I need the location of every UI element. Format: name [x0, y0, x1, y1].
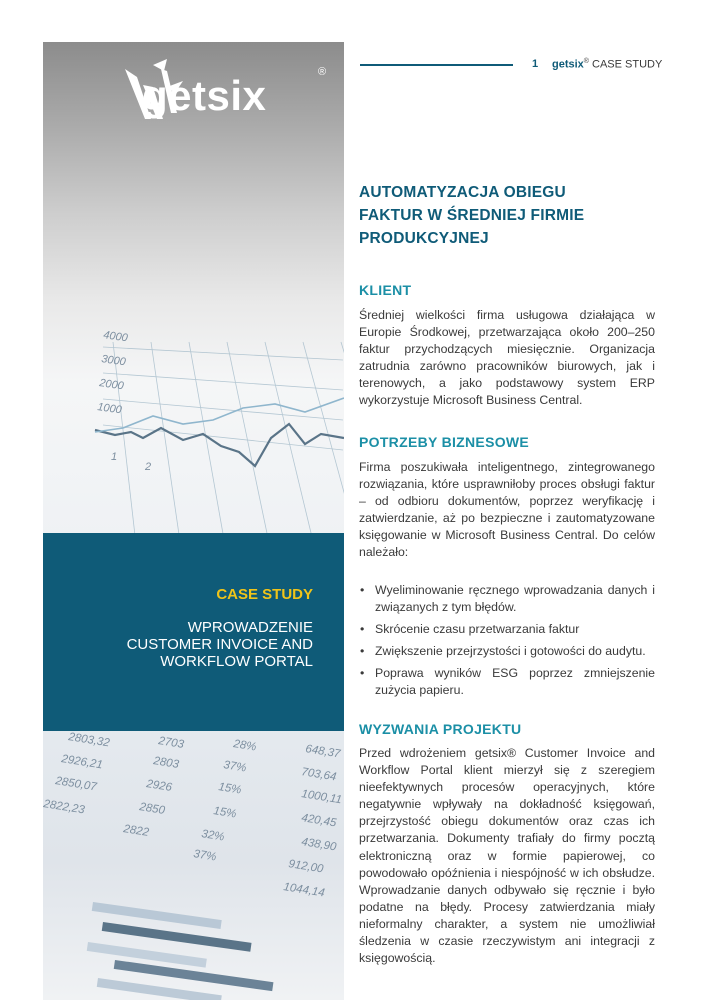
- logo-registered-mark: ®: [318, 66, 327, 78]
- table-figure: 2926,21: [60, 753, 104, 772]
- section-heading-potrzeby: POTRZEBY BIZNESOWE: [359, 434, 530, 450]
- list-item: • Skrócenie czasu przetwarzania faktur: [359, 621, 655, 638]
- section-heading-klient: KLIENT: [359, 282, 412, 298]
- table-figure: 648,37: [304, 743, 342, 761]
- goals-list: [359, 582, 655, 705]
- grid-line: [303, 342, 344, 562]
- list-item: • Wyeliminowanie ręcznego wprowadzania danych i związanych z tym błędów.: [359, 582, 655, 616]
- header-reg-mark: ®: [583, 58, 589, 65]
- grid-line: [227, 342, 273, 562]
- title-line: FAKTUR W ŚREDNIEJ FIRMIE: [359, 207, 585, 224]
- axis-tick-label: 1000: [96, 401, 123, 417]
- axis-tick-label: 3000: [100, 353, 127, 369]
- table-figure: 420,45: [300, 812, 338, 830]
- page-title: [359, 181, 659, 250]
- grid-line: [341, 342, 344, 562]
- table-figure: 2926: [145, 778, 173, 794]
- cover-image-panel: [43, 42, 344, 1000]
- table-figure: 2803,32: [67, 731, 111, 750]
- header-brand: [552, 58, 662, 71]
- list-item: • Poprawa wyników ESG poprzez zmniejszenie zużycia papieru.: [359, 665, 655, 699]
- case-study-box: [43, 533, 344, 731]
- table-figure: 15%: [217, 781, 243, 797]
- axis-tick-label: 4000: [102, 329, 129, 345]
- table-figure: 37%: [222, 759, 248, 775]
- grid-line: [265, 342, 318, 562]
- section-text-wyzwania: Przed wdrożeniem getsix® Customer Invoice and Workflow Portal klient mierzył się z szeregiem nieefektywnych procesów operacyjnych, które negatywnie wpływały na dokładność księgowań, przejrzystość obiegu dokumentów oraz czas ich przetwarzania. Dokumenty trafiały do firmy pocztą elektroniczną oraz w formie papierowej, co powodowało opóźnienia i niespójność w ich obsłudze. Wprowadzanie danych odbywało się ręcznie i było podatne na błędy. Procesy zatwierdzania miały nieformalny charakter, a system nie umożliwiał śledzenia w czasie rzeczywistym ani integracji z księgowością.: [359, 746, 655, 966]
- axis-tick-label: 1: [111, 451, 118, 463]
- table-figure: 1044,14: [282, 881, 326, 900]
- case-study-title-line: CUSTOMER INVOICE AND: [126, 636, 313, 653]
- table-figure: 703,64: [300, 766, 338, 784]
- table-figure: 32%: [200, 828, 226, 844]
- case-study-title-line: WORKFLOW PORTAL: [160, 653, 313, 670]
- axis-tick-label: 2000: [98, 377, 125, 393]
- table-figure: 2850: [138, 801, 166, 817]
- table-figure: 2850,07: [54, 775, 98, 794]
- table-figure: 912,00: [287, 858, 325, 876]
- table-figure: 2822: [122, 823, 150, 839]
- logo-wordmark: getsix: [142, 72, 267, 119]
- table-figure: 28%: [232, 738, 258, 754]
- list-item: • Zwiększenie przejrzystości i gotowości do audytu.: [359, 643, 655, 660]
- grid-line: [151, 342, 183, 562]
- header-rule: [360, 64, 513, 66]
- table-figure: 2822,23: [43, 798, 86, 817]
- title-line: PRODUKCYJNEJ: [359, 230, 489, 247]
- section-text-klient: Średniej wielkości firma usługowa działająca w Europie Środkowej, przetwarzająca około 200–250 faktur przychodzących miesięcznie. Organizacja zatrudnia zarówno pracowników biurowych, jak i terenowych, a jako podstawowy system ERP wykorzystuje Microsoft Business Central.: [359, 308, 655, 408]
- grid-line: [103, 347, 343, 360]
- table-figure: 1000,11: [300, 788, 343, 807]
- page-number: 1: [532, 58, 539, 70]
- section-text-potrzeby: Firma poszukiwała inteligentnego, zintegrowanego rozwiązania, które usprawniłoby proces obsługi faktur – od odbioru dokumentów, poprzez weryfikację i zatwierdzanie, aż po bezpieczne i zautomatyzowane księgowanie w Microsoft Business Central. Do celów należało:: [359, 460, 655, 560]
- axis-tick-label: 2: [145, 461, 152, 473]
- grid-line: [189, 342, 228, 562]
- table-figure: 2803: [152, 755, 180, 771]
- table-figure: 15%: [212, 805, 238, 821]
- table-figure: 2703: [157, 735, 185, 751]
- case-study-label: CASE STUDY: [216, 586, 313, 603]
- table-figure: 438,90: [300, 836, 338, 854]
- case-study-title-line: WPROWADZENIE: [187, 619, 313, 636]
- header-label: CASE STUDY: [592, 58, 663, 71]
- grid-line: [103, 373, 343, 390]
- finance-chart-background: [43, 42, 344, 1000]
- title-line: AUTOMATYZACJA OBIEGU: [359, 184, 566, 201]
- case-study-title: [63, 619, 313, 670]
- decorative-bar: [87, 942, 207, 968]
- section-heading-wyzwania: WYZWANIA PROJEKTU: [359, 721, 522, 737]
- header-brand-name: getsix: [552, 58, 584, 71]
- table-figure: 37%: [192, 848, 218, 864]
